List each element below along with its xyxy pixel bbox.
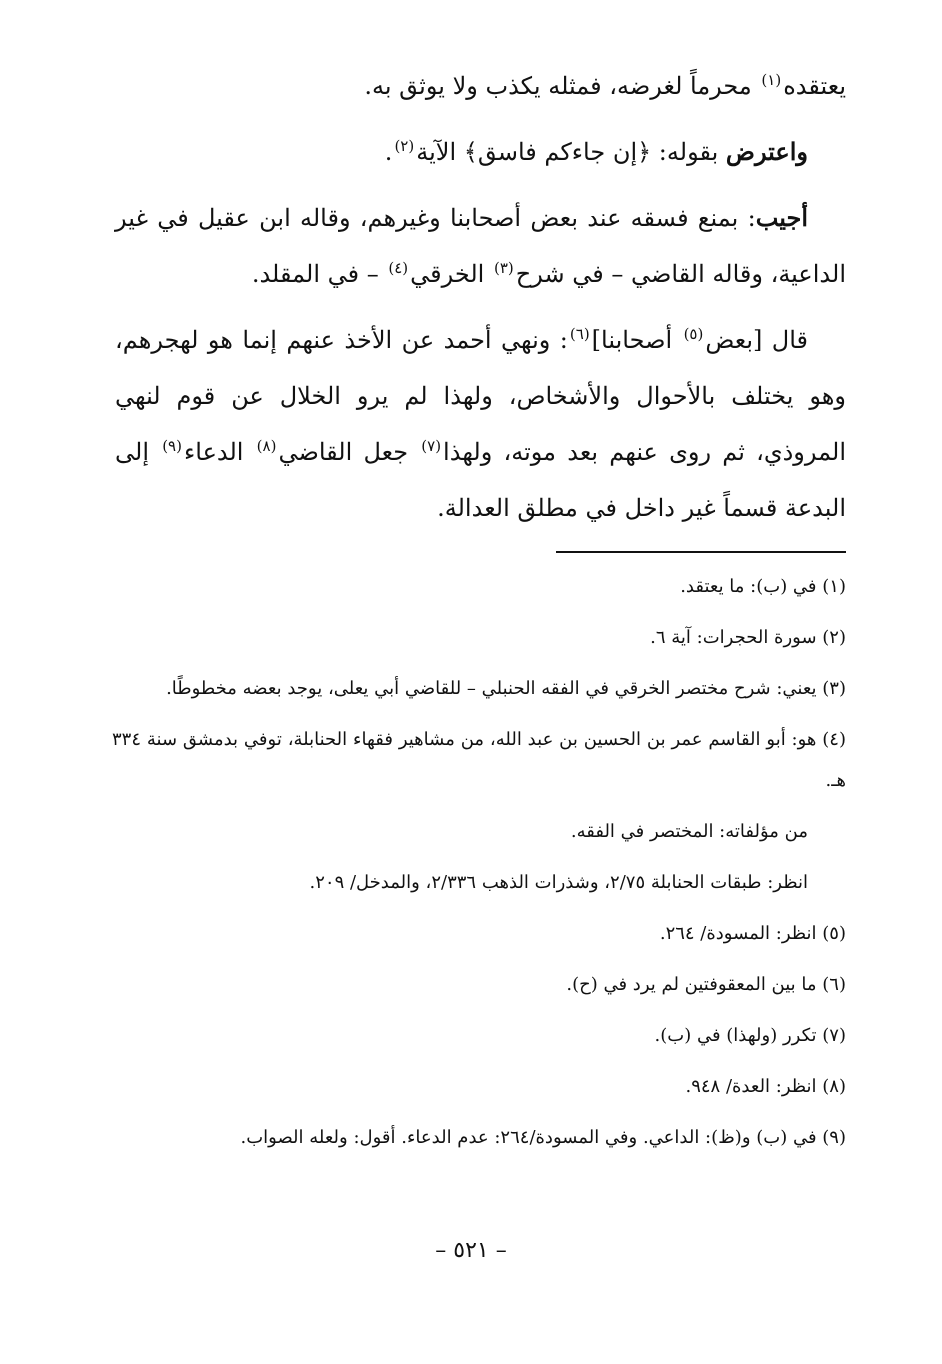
paragraph-1 bbox=[115, 58, 846, 114]
lead-word: واعترض bbox=[725, 137, 808, 166]
page-number: – ٥٢١ – bbox=[435, 1238, 507, 1263]
footnote-7: (٧) تكرر (ولهذا) في (ب). bbox=[654, 1025, 846, 1046]
footnote-ref-6: (٦) bbox=[569, 325, 590, 343]
footnote-4-works: من مؤلفاته: المختصر في الفقه. bbox=[570, 821, 808, 842]
text-run: إلى البدعة قسماً غير داخل في مطلق العدالة. bbox=[115, 438, 846, 522]
footnote-separator bbox=[556, 551, 846, 553]
footnote-ref-7: (٧) bbox=[421, 437, 442, 455]
paragraph-2 bbox=[115, 124, 846, 180]
text-run: قال [بعض bbox=[705, 326, 809, 354]
text-run: : بمنع فسقه عند بعض أصحابنا وغيرهم، وقاله ابن عقيل في غير الداعية، وقاله القاضي – في شرح bbox=[115, 204, 846, 288]
footnote-ref-1: (١) bbox=[761, 71, 782, 89]
text-run: يعتقده bbox=[783, 72, 846, 100]
footnote-4-sources: انظر: طبقات الحنابلة ٢/٧٥، وشذرات الذهب ٢/٣٣٦، والمدخل/ ٢٠٩. bbox=[309, 872, 808, 893]
footnote-2: (٢) سورة الحجرات: آية ٦. bbox=[650, 627, 846, 648]
footnote-ref-2: (٢) bbox=[394, 137, 415, 155]
text-run: . bbox=[384, 138, 393, 166]
footnote-ref-4: (٤) bbox=[388, 259, 409, 277]
text-run: – في المقلد. bbox=[251, 260, 387, 288]
text-run: جعل القاضي bbox=[278, 438, 420, 466]
paragraph-4 bbox=[115, 312, 846, 536]
main-text bbox=[115, 58, 846, 536]
footnote-3: (٣) يعني: شرح مختصر الخرقي في الفقه الحنبلي – للقاضي أبي يعلى، يوجد بعضه مخطوطًا. bbox=[166, 678, 846, 699]
footnote-5: (٥) انظر: المسودة/ ٢٦٤. bbox=[659, 923, 846, 944]
text-run: الخرقي bbox=[410, 260, 492, 288]
footnote-ref-8: (٨) bbox=[256, 437, 277, 455]
footnote-ref-5: (٥) bbox=[683, 325, 704, 343]
text-run: بقوله: ﴿إن جاءكم فاسق﴾ الآية bbox=[416, 138, 726, 166]
footnote-8: (٨) انظر: العدة/ ٩٤٨. bbox=[685, 1076, 846, 1097]
lead-word: أجيب bbox=[755, 203, 808, 232]
footnotes bbox=[112, 566, 846, 1168]
footnote-9: (٩) في (ب) و(ظ): الداعي. وفي المسودة/٢٦٤: عدم الدعاء. أقول: ولعله الصواب. bbox=[240, 1127, 846, 1148]
text-run: محرماً لغرضه، فمثله يكذب ولا يوثق به. bbox=[364, 72, 760, 100]
footnote-ref-9: (٩) bbox=[162, 437, 182, 455]
text-run: أصحابنا] bbox=[591, 326, 682, 354]
footnote-6: (٦) ما بين المعقوفتين لم يرد في (ح). bbox=[566, 974, 846, 995]
text-run: : ونهي أحمد عن الأخذ عنهم إنما هو لهجرهم، وهو يختلف بالأحوال والأشخاص، ولهذا لم يرو الخلال عن قوم لنهي المروذي، ثم روى عنهم بعد موته، ولهذا bbox=[115, 326, 846, 466]
paragraph-3 bbox=[115, 190, 846, 302]
text-run: الدعاء bbox=[183, 438, 255, 466]
footnote-1: (١) في (ب): ما يعتقد. bbox=[680, 576, 846, 597]
footnote-4: (٤) هو: أبو القاسم عمر بن الحسين بن عبد الله، من مشاهير فقهاء الحنابلة، توفي بدمشق سنة ٣٣٤ هـ. bbox=[112, 729, 846, 791]
footnote-ref-3: (٣) bbox=[493, 259, 514, 277]
